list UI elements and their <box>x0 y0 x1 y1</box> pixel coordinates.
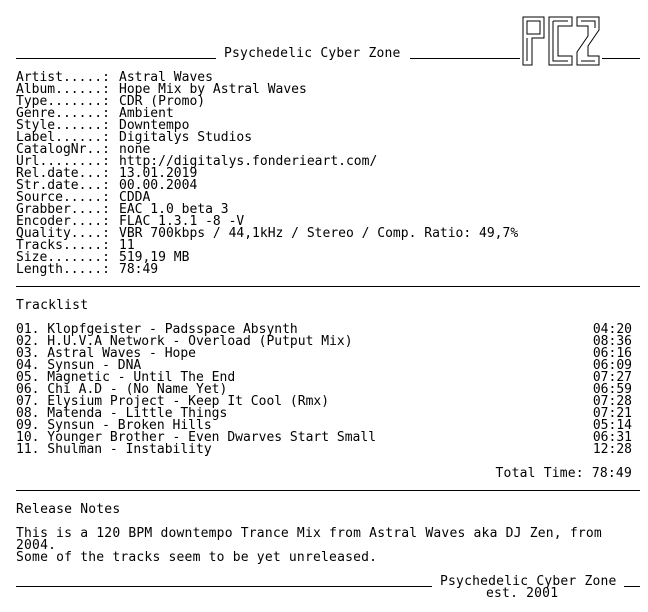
track-duration: 07:27 <box>592 370 632 385</box>
track-title: 02. H.U.V.A Network - Overload (Putput Mix) <box>16 334 353 349</box>
info-key: Artist.....: <box>16 70 110 85</box>
header-rule-left <box>16 58 216 59</box>
header-title: Psychedelic Cyber Zone <box>224 46 401 61</box>
info-key: Size.......: <box>16 250 110 265</box>
track-duration: 07:21 <box>592 406 632 421</box>
info-key: Tracks.....: <box>16 238 110 253</box>
total-time: Total Time: 78:49 <box>495 466 632 481</box>
track-title: 10. Younger Brother - Even Dwarves Start Small <box>16 430 377 445</box>
info-key: Style......: <box>16 118 110 133</box>
track-title: 07. Elysium Project - Keep It Cool (Rmx) <box>16 394 330 409</box>
footer-rule-right <box>624 586 640 587</box>
info-value: 13.01.2019 <box>119 166 198 181</box>
track-title: 09. Synsun - Broken Hills <box>16 418 212 433</box>
track-title: 04. Synsun - DNA <box>16 358 142 373</box>
track-duration: 07:28 <box>592 394 632 409</box>
info-value: 11 <box>119 238 135 253</box>
info-key: Source.....: <box>16 190 110 205</box>
info-value: VBR 700kbps / 44,1kHz / Stereo / Comp. Ratio: 49,7% <box>119 226 519 241</box>
footer-est: est. 2001 <box>486 586 559 601</box>
info-key: CatalogNr..: <box>16 142 110 157</box>
track-title: 01. Klopfgeister - Padsspace Absynth <box>16 322 298 337</box>
info-key: Encoder....: <box>16 214 110 229</box>
info-value: 78:49 <box>119 262 159 277</box>
track-duration: 06:31 <box>592 430 632 445</box>
info-key: Rel.date...: <box>16 166 110 181</box>
info-row <box>16 264 632 276</box>
track-row <box>16 444 632 456</box>
info-value: Hope Mix by Astral Waves <box>119 82 307 97</box>
info-key: Str.date...: <box>16 178 110 193</box>
header-rule-right <box>602 58 640 59</box>
track-title: 03. Astral Waves - Hope <box>16 346 197 361</box>
footer-title: Psychedelic Cyber Zone <box>440 574 617 589</box>
info-key: Quality....: <box>16 226 110 241</box>
info-value: EAC 1.0 beta 3 <box>119 202 229 217</box>
track-title: 08. Matenda - Little Things <box>16 406 228 421</box>
track-duration: 04:20 <box>592 322 632 337</box>
info-key: Album......: <box>16 82 110 97</box>
info-key: Type.......: <box>16 94 110 109</box>
info-key: Url........: <box>16 154 110 169</box>
track-duration: 12:28 <box>592 442 632 457</box>
divider-2 <box>16 490 640 491</box>
release-notes-line-2: 2004. <box>16 538 57 553</box>
info-key: Length.....: <box>16 262 110 277</box>
info-value: 00.00.2004 <box>119 178 198 193</box>
footer-rule-left <box>16 586 432 587</box>
track-duration: 06:09 <box>592 358 632 373</box>
info-value: CDR (Promo) <box>119 94 206 109</box>
track-duration: 08:36 <box>592 334 632 349</box>
release-notes-line-3: Some of the tracks seem to be yet unreleased. <box>16 550 378 565</box>
info-value: Ambient <box>119 106 174 121</box>
tracklist-heading: Tracklist <box>16 298 89 313</box>
info-key: Label......: <box>16 130 110 145</box>
track-title: 11. Shulman - Instability <box>16 442 212 457</box>
header-rule-mid <box>410 58 520 59</box>
info-value: 519,19 MB <box>119 250 190 265</box>
info-value: none <box>119 142 151 157</box>
info-value: Astral Waves <box>119 70 213 85</box>
track-duration: 06:59 <box>592 382 632 397</box>
info-value: FLAC 1.3.1 -8 -V <box>119 214 245 229</box>
info-value: CDDA <box>119 190 151 205</box>
track-title: 06. Chi A.D - (No Name Yet) <box>16 382 228 397</box>
track-duration: 05:14 <box>592 418 632 433</box>
release-notes-heading: Release Notes <box>16 502 121 517</box>
release-notes-line-1: This is a 120 BPM downtempo Trance Mix from Astral Waves aka DJ Zen, from <box>16 526 602 541</box>
pcz-logo <box>522 16 600 66</box>
info-value: http://digitalys.fonderieart.com/ <box>119 154 378 169</box>
info-key: Grabber....: <box>16 202 110 217</box>
divider-1 <box>16 286 640 287</box>
info-value: Digitalys Studios <box>119 130 253 145</box>
info-key: Genre......: <box>16 106 110 121</box>
track-title: 05. Magnetic - Until The End <box>16 370 236 385</box>
track-duration: 06:16 <box>592 346 632 361</box>
info-value: Downtempo <box>119 118 190 133</box>
